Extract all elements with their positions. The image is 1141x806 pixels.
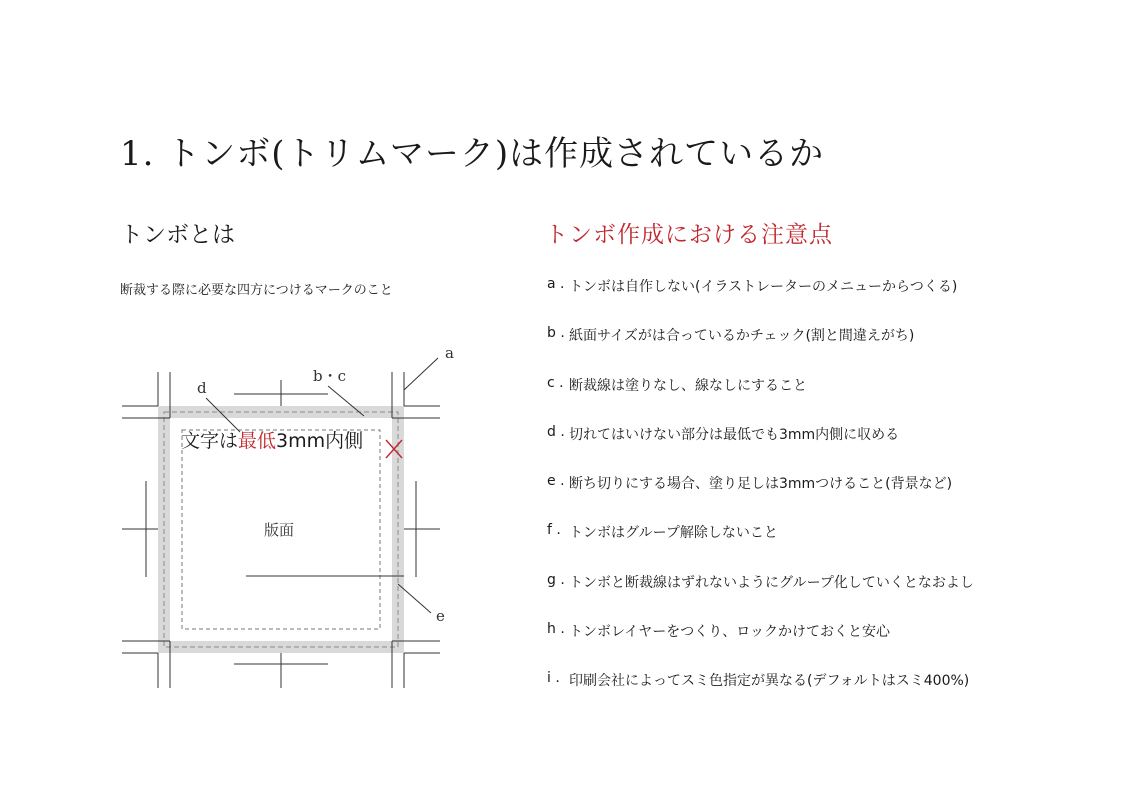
tip-letter: a .: [547, 276, 565, 292]
leader-line-a: [404, 358, 438, 390]
tip-item-e: [547, 473, 974, 522]
tip-text: トンボは自作しない(イラストレーターのメニューからつくる): [569, 279, 958, 295]
center-mark-bottom: [234, 653, 328, 688]
tip-item-a: [547, 276, 974, 325]
left-heading: トンボとは: [120, 222, 235, 248]
tip-text: 印刷会社によってスミ色指定が異なる(デフォルトはスミ400%): [569, 673, 970, 690]
safe-area-text: [181, 430, 363, 452]
tip-item-c: [547, 375, 974, 424]
label-bc: b・c: [313, 367, 347, 385]
page-title: 1. トンボ(トリムマーク)は作成されているか: [120, 134, 825, 174]
label-e: e: [436, 607, 445, 625]
safe-text-part-1: 文字は: [181, 430, 239, 452]
tip-item-b: [547, 325, 974, 374]
tip-letter: c .: [547, 374, 564, 391]
tip-text: 断裁線は塗りなし、線なしにすること: [569, 377, 807, 394]
tip-letter: f .: [547, 522, 561, 539]
tips-list: [547, 276, 974, 720]
label-a: a: [445, 344, 454, 362]
center-mark-left: [122, 481, 158, 577]
plate-label: 版面: [264, 521, 295, 539]
tip-item-d: [547, 424, 974, 473]
tip-text: トンボレイヤーをつくり、ロックかけておくと安心: [569, 624, 891, 641]
right-heading: トンボ作成における注意点: [545, 222, 833, 248]
tip-item-h: [547, 621, 974, 670]
tip-letter: h .: [547, 621, 565, 638]
trim-mark-diagram: [110, 335, 480, 705]
label-d: d: [197, 379, 207, 397]
tip-letter: g .: [547, 571, 565, 588]
tip-item-i: [547, 670, 974, 719]
tip-letter: i .: [547, 670, 560, 687]
safe-text-part-2: 3mm内側: [276, 430, 364, 452]
tip-item-g: [547, 572, 974, 621]
tip-item-f: [547, 522, 974, 571]
tip-text: 紙面サイズがは合っているかチェック(割と間違えがち): [569, 328, 915, 345]
tip-letter: d .: [547, 423, 565, 440]
tip-text: 断ち切りにする場合、塗り足しは3mmつけること(背景など): [569, 476, 953, 493]
tip-text: トンボと断裁線はずれないようにグループ化していくとなおよし: [569, 574, 974, 591]
tip-text: 切れてはいけない部分は最低でも3mm内側に収める: [569, 426, 900, 443]
safe-text-emphasis: 最低: [238, 430, 277, 452]
left-description: 断裁する際に必要な四方につけるマークのこと: [120, 283, 393, 298]
tip-letter: b .: [547, 325, 565, 342]
trim-mark-svg: [110, 335, 480, 705]
center-mark-right: [404, 481, 440, 577]
tip-text: トンボはグループ解除しないこと: [569, 525, 778, 542]
tip-letter: e .: [547, 473, 565, 490]
